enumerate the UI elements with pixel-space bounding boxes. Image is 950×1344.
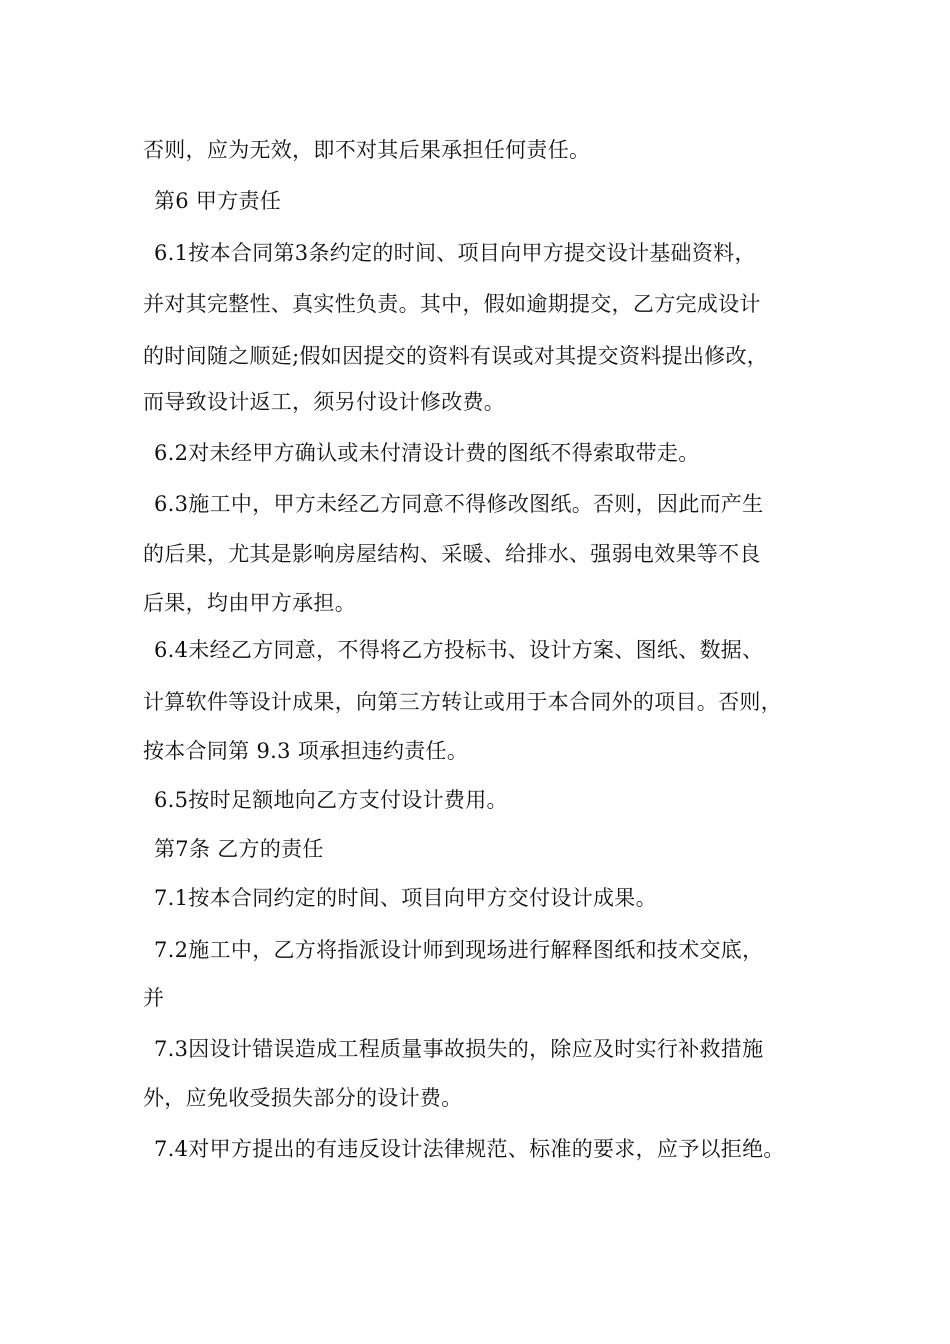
- paragraph-line: 6.1按本合同第3条约定的时间、项目向甲方提交设计基础资料，: [154, 241, 756, 265]
- paragraph-line: 7.2施工中，乙方将指派设计师到现场进行解释图纸和技术交底，: [154, 938, 764, 962]
- paragraph-line: 7.3因设计错误造成工程质量事故损失的，除应及时实行补救措施: [154, 1037, 764, 1061]
- paragraph-line: 否则，应为无效，即不对其后果承担任何责任。: [143, 138, 591, 162]
- paragraph-line: 并对其完整性、真实性负责。其中，假如逾期提交，乙方完成设计: [143, 292, 761, 316]
- paragraph-line: 6.5按时足额地向乙方支付设计费用。: [154, 788, 508, 812]
- paragraph-line: 6.3施工中，甲方未经乙方同意不得修改图纸。否则，因此而产生: [154, 492, 764, 516]
- paragraph-line: 并: [143, 986, 165, 1010]
- paragraph-line: 后果，均由甲方承担。: [143, 591, 356, 615]
- paragraph-line: 计算软件等设计成果，向第三方转让或用于本合同外的项目。否则，: [143, 690, 782, 714]
- section-heading: 第7条 乙方的责任: [154, 837, 324, 861]
- paragraph-line: 按本合同第 9.3 项承担违约责任。: [143, 739, 469, 763]
- paragraph-line: 的时间随之顺延;假如因提交的资料有误或对其提交资料提出修改，: [143, 344, 769, 368]
- paragraph-line: 7.4对甲方提出的有违反设计法律规范、标准的要求，应予以拒绝。: [154, 1137, 785, 1161]
- paragraph-line: 的后果，尤其是影响房屋结构、采暖、给排水、强弱电效果等不良: [143, 542, 761, 566]
- paragraph-line: 而导致设计返工，须另付设计修改费。: [143, 390, 506, 414]
- paragraph-line: 6.4未经乙方同意，不得将乙方投标书、设计方案、图纸、数据、: [154, 638, 764, 662]
- section-heading: 第6 甲方责任: [154, 189, 282, 213]
- paragraph-line: 6.2对未经甲方确认或未付清设计费的图纸不得索取带走。: [154, 441, 700, 465]
- paragraph-line: 7.1按本合同约定的时间、项目向甲方交付设计成果。: [154, 886, 657, 910]
- paragraph-line: 外，应免收受损失部分的设计费。: [143, 1086, 463, 1110]
